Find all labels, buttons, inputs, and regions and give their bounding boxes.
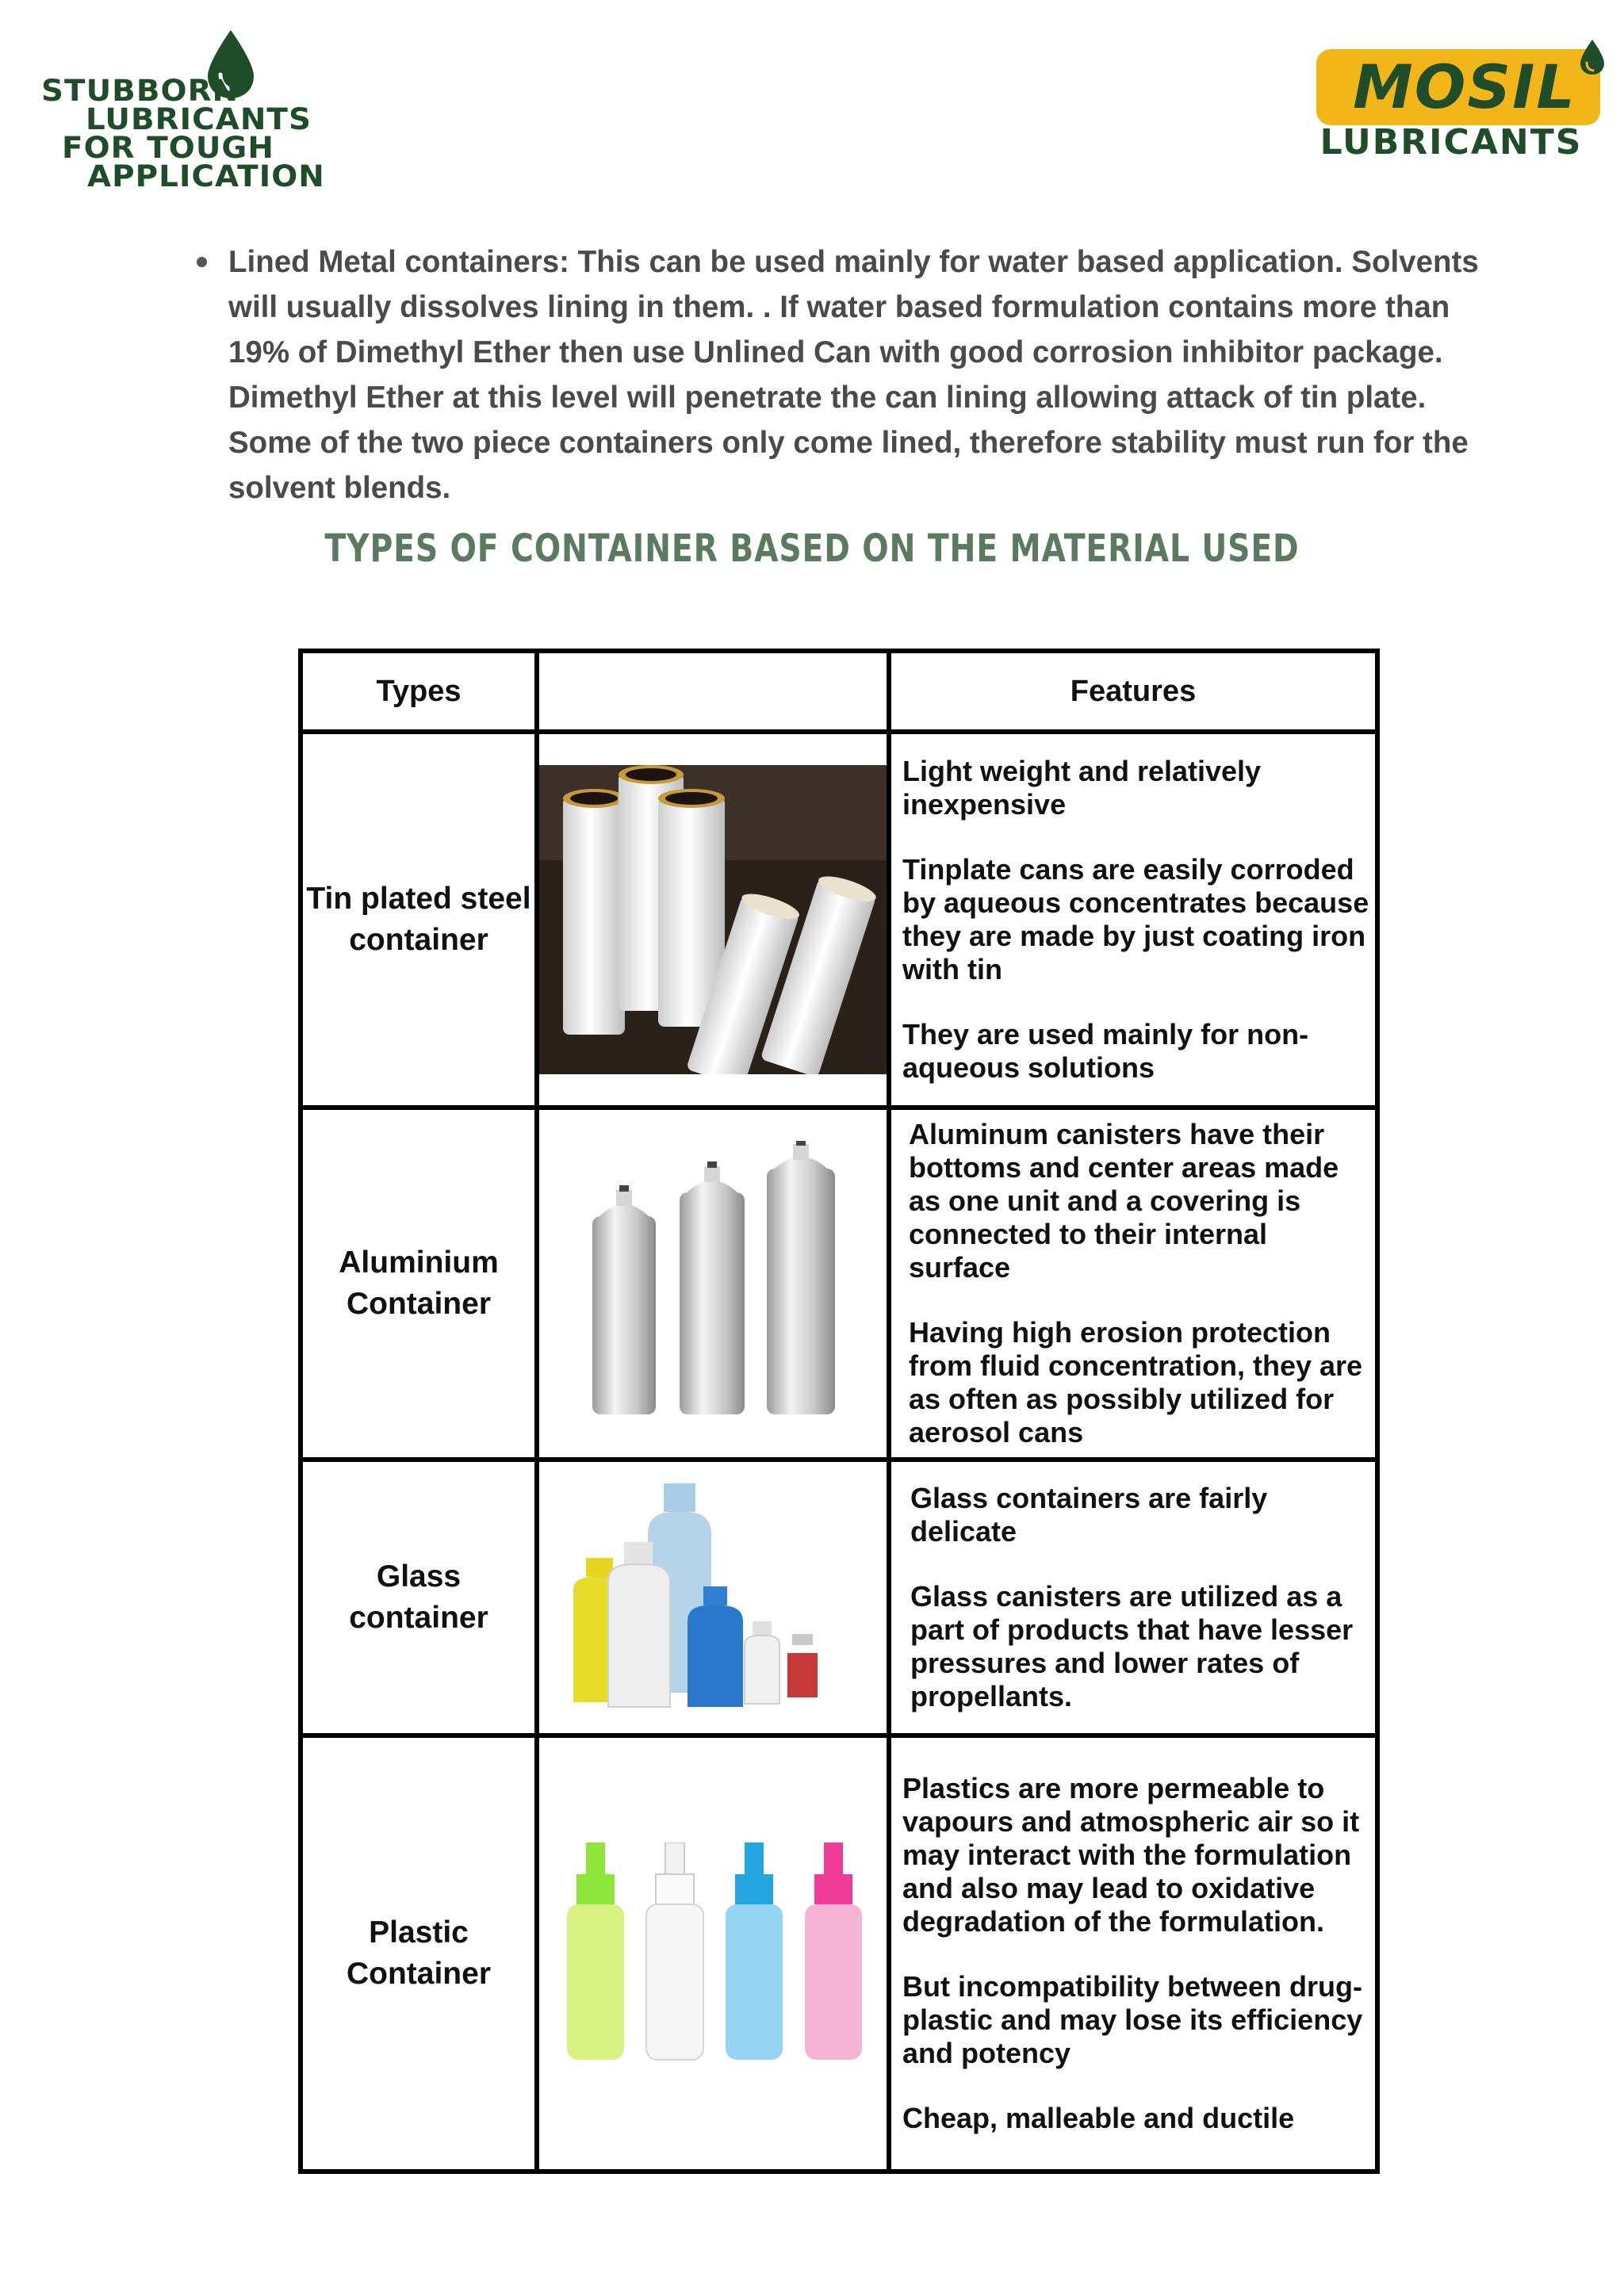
type-label: Container	[346, 1287, 491, 1321]
tagline-line-3: FOR TOUGH	[62, 131, 274, 165]
mosil-logo	[1316, 38, 1610, 165]
table-row-tin-type	[303, 734, 534, 1105]
feature-text: But incompatibility between drug- plastic and may lose its efficiency and potency	[902, 1970, 1363, 2069]
intro-bullet-text: Lined Metal containers: This can be used mainly for water based application. Solvents will usually dissolves lining in them. . If water based formulation contains more than 19% of Dimethyl Ether then use Unlined Can with good corrosion inhibitor package. Dimethyl Ether at this level will penetrate the can lining allowing attack of tin plate. Some of the two piece containers only come lined, therefore stability must run for the solvent blends.	[228, 245, 1479, 505]
table-row-glass-features	[891, 1462, 1375, 1733]
tagline-line-2: LUBRICANTS	[86, 102, 312, 136]
feature-text: Aluminum canisters have their bottoms and center areas made as one unit and a covering is connected to their internal surface	[909, 1118, 1339, 1284]
feature-text: Having high erosion protection from fluid concentration, they are as often as possibly utilized for aerosol cans	[909, 1316, 1363, 1448]
feature-text: Plastics are more permeable to vapours and atmospheric air so it may interact with the formulation and also may lead to oxidative degradation of the formulation.	[902, 1772, 1360, 1938]
header-types: Types	[376, 674, 462, 708]
feature-text: Tinplate cans are easily corroded by aqueous concentrates because they are made by just coating iron with tin	[902, 853, 1369, 985]
feature-text: Light weight and relatively inexpensive	[902, 755, 1262, 821]
type-label: Aluminium	[339, 1246, 499, 1280]
type-label: Tin plated steel	[306, 882, 531, 916]
brand-name: MOSIL	[1353, 52, 1576, 122]
type-label: container	[349, 1601, 488, 1635]
aluminium-cans-image	[539, 1110, 887, 1457]
type-label: container	[349, 923, 488, 957]
type-label: Container	[346, 1957, 491, 1991]
section-title: TYPES OF CONTAINER BASED ON THE MATERIAL USED	[324, 526, 1300, 571]
tagline-line-4: APPLICATION	[87, 159, 325, 193]
type-label: Plastic	[369, 1915, 469, 1950]
feature-text: They are used mainly for non-aqueous solutions	[902, 1018, 1309, 1084]
table-row-aluminium-type	[303, 1110, 534, 1457]
plastic-bottles-image	[539, 1738, 887, 2169]
tin-cans-image	[539, 734, 887, 1105]
tagline-logo	[38, 29, 325, 195]
header-features: Features	[1070, 674, 1197, 708]
table-row-plastic-features	[891, 1738, 1375, 2169]
table-row-glass-type	[303, 1462, 534, 1733]
plastic-bottles-illustration	[554, 1843, 871, 2064]
feature-text: Glass canisters are utilized as a part of products that have lesser pressures and lower rates of propellants.	[910, 1580, 1354, 1712]
bullet-dot-icon	[197, 257, 207, 267]
oil-drop-icon	[1578, 38, 1607, 76]
feature-text: Glass containers are fairly delicate	[910, 1482, 1268, 1548]
type-label: Glass	[376, 1559, 462, 1594]
glass-bottles-illustration	[562, 1479, 864, 1716]
tin-cans-illustration	[539, 765, 887, 1074]
table-row-plastic-type	[303, 1738, 534, 2169]
tagline-line-1: STUBBORN	[41, 74, 239, 108]
table-row-tin-features	[891, 734, 1375, 1105]
header-image	[539, 653, 887, 729]
table-row-aluminium-features	[891, 1110, 1375, 1457]
brand-subtitle: LUBRICANTS	[1320, 122, 1583, 163]
feature-text: Cheap, malleable and ductile	[902, 2102, 1295, 2134]
aluminium-cans-illustration	[554, 1141, 871, 1426]
glass-bottles-image	[539, 1462, 887, 1733]
container-types-table	[298, 649, 1380, 2174]
